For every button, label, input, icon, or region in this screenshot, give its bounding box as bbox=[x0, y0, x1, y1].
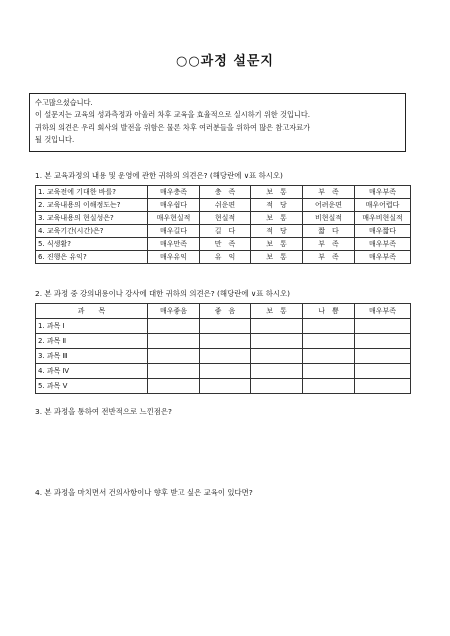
answer-option[interactable]: 보 통 bbox=[251, 251, 303, 264]
answer-option[interactable]: 보 통 bbox=[251, 186, 303, 199]
answer-option[interactable]: 매우길다 bbox=[148, 225, 200, 238]
answer-cell[interactable] bbox=[148, 364, 200, 379]
question-item: 2. 교육내용의 이해정도는? bbox=[36, 199, 148, 212]
answer-option[interactable]: 보 통 bbox=[251, 212, 303, 225]
answer-cell[interactable] bbox=[251, 319, 303, 334]
question-item: 4. 교육기간(시간)은? bbox=[36, 225, 148, 238]
table-header-row bbox=[36, 304, 411, 319]
table-row bbox=[36, 212, 411, 225]
answer-cell[interactable] bbox=[303, 319, 355, 334]
answer-cell[interactable] bbox=[148, 349, 200, 364]
answer-option[interactable]: 현실적 bbox=[200, 212, 251, 225]
answer-cell[interactable] bbox=[148, 334, 200, 349]
answer-option[interactable]: 매우만족 bbox=[148, 238, 200, 251]
answer-option[interactable]: 만 족 bbox=[200, 238, 251, 251]
table-row bbox=[36, 349, 411, 364]
question-2-text: 2. 본 과정 중 강의내용이나 강사에 대한 귀하의 의견은? (해당란에 ∨표 하시오) bbox=[35, 289, 291, 298]
table-row bbox=[36, 364, 411, 379]
subject-label: 5. 과목 Ⅴ bbox=[36, 379, 148, 394]
table-row bbox=[36, 334, 411, 349]
column-header: 과 목 bbox=[36, 304, 148, 319]
question-item: 5. 식생활? bbox=[36, 238, 148, 251]
answer-cell[interactable] bbox=[200, 349, 251, 364]
answer-option[interactable]: 매우현실적 bbox=[148, 212, 200, 225]
column-header: 보 통 bbox=[251, 304, 303, 319]
table-row bbox=[36, 186, 411, 199]
page-title: ○○과정 설문지 bbox=[175, 54, 274, 69]
question-3-text: 3. 본 과정을 통하여 전반적으로 느낀점은? bbox=[35, 407, 172, 416]
answer-cell[interactable] bbox=[200, 319, 251, 334]
answer-cell[interactable] bbox=[355, 334, 411, 349]
column-header: 좋 음 bbox=[200, 304, 251, 319]
answer-option[interactable]: 매우유익 bbox=[148, 251, 200, 264]
question-1-table bbox=[35, 185, 411, 264]
table-row bbox=[36, 251, 411, 264]
answer-cell[interactable] bbox=[251, 364, 303, 379]
answer-cell[interactable] bbox=[251, 349, 303, 364]
answer-cell[interactable] bbox=[303, 349, 355, 364]
answer-cell[interactable] bbox=[251, 379, 303, 394]
answer-cell[interactable] bbox=[148, 379, 200, 394]
intro-box bbox=[29, 93, 406, 152]
answer-option[interactable]: 매우짧다 bbox=[355, 225, 411, 238]
answer-option[interactable]: 비현실적 bbox=[303, 212, 355, 225]
answer-cell[interactable] bbox=[200, 379, 251, 394]
answer-option[interactable]: 적 당 bbox=[251, 225, 303, 238]
answer-cell[interactable] bbox=[303, 379, 355, 394]
answer-option[interactable]: 유 익 bbox=[200, 251, 251, 264]
column-header: 매우좋음 bbox=[148, 304, 200, 319]
subject-label: 3. 과목 Ⅲ bbox=[36, 349, 148, 364]
intro-line-1: 이 설문지는 교육의 성과측정과 아울러 차후 교육을 효율적으로 실시하기 위한 것입니다. bbox=[35, 110, 311, 120]
subject-label: 4. 과목 Ⅳ bbox=[36, 364, 148, 379]
table-row bbox=[36, 379, 411, 394]
table-row bbox=[36, 199, 411, 212]
intro-line-2: 귀하의 의견은 우리 회사의 발전을 위함은 물론 차후 여러분들을 위하여 많은 참고자료가 bbox=[35, 122, 311, 132]
table-row bbox=[36, 319, 411, 334]
answer-option[interactable]: 보 통 bbox=[251, 238, 303, 251]
answer-option[interactable]: 매우충족 bbox=[148, 186, 200, 199]
answer-cell[interactable] bbox=[200, 364, 251, 379]
question-2-table bbox=[35, 303, 411, 394]
answer-cell[interactable] bbox=[251, 334, 303, 349]
table-row bbox=[36, 225, 411, 238]
answer-cell[interactable] bbox=[355, 319, 411, 334]
answer-cell[interactable] bbox=[148, 319, 200, 334]
column-header: 매우부족 bbox=[355, 304, 411, 319]
column-header: 나 쁨 bbox=[303, 304, 355, 319]
answer-cell[interactable] bbox=[355, 349, 411, 364]
answer-cell[interactable] bbox=[355, 379, 411, 394]
answer-option[interactable]: 매우부족 bbox=[355, 186, 411, 199]
answer-option[interactable]: 짧 다 bbox=[303, 225, 355, 238]
answer-option[interactable]: 매우쉽다 bbox=[148, 199, 200, 212]
intro-line-3: 될 것입니다. bbox=[35, 135, 75, 145]
answer-option[interactable]: 쉬운편 bbox=[200, 199, 251, 212]
answer-option[interactable]: 매우부족 bbox=[355, 251, 411, 264]
answer-option[interactable]: 적 당 bbox=[251, 199, 303, 212]
question-1-text: 1. 본 교육과정의 내용 및 운영에 관한 귀하의 의견은? (해당란에 ∨표 하시오) bbox=[35, 171, 283, 180]
subject-label: 2. 과목 Ⅱ bbox=[36, 334, 148, 349]
answer-option[interactable]: 어려운편 bbox=[303, 199, 355, 212]
answer-option[interactable]: 부 족 bbox=[303, 238, 355, 251]
answer-cell[interactable] bbox=[303, 364, 355, 379]
answer-cell[interactable] bbox=[355, 364, 411, 379]
subject-label: 1. 과목 Ⅰ bbox=[36, 319, 148, 334]
question-4-text: 4. 본 과정을 마치면서 건의사항이나 향후 받고 싶은 교육이 있다면? bbox=[35, 488, 253, 497]
answer-option[interactable]: 부 족 bbox=[303, 186, 355, 199]
table-row bbox=[36, 238, 411, 251]
answer-option[interactable]: 부 족 bbox=[303, 251, 355, 264]
answer-option[interactable]: 길 다 bbox=[200, 225, 251, 238]
question-item: 1. 교육전에 기대한 바를? bbox=[36, 186, 148, 199]
question-item: 3. 교육내용의 현실성은? bbox=[36, 212, 148, 225]
answer-option[interactable]: 매우비현실적 bbox=[355, 212, 411, 225]
answer-option[interactable]: 매우어렵다 bbox=[355, 199, 411, 212]
intro-greeting: 수고많으셨습니다. bbox=[35, 98, 93, 107]
answer-option[interactable]: 충 족 bbox=[200, 186, 251, 199]
answer-option[interactable]: 매우부족 bbox=[355, 238, 411, 251]
question-item: 6. 진행은 유익? bbox=[36, 251, 148, 264]
answer-cell[interactable] bbox=[200, 334, 251, 349]
answer-cell[interactable] bbox=[303, 334, 355, 349]
